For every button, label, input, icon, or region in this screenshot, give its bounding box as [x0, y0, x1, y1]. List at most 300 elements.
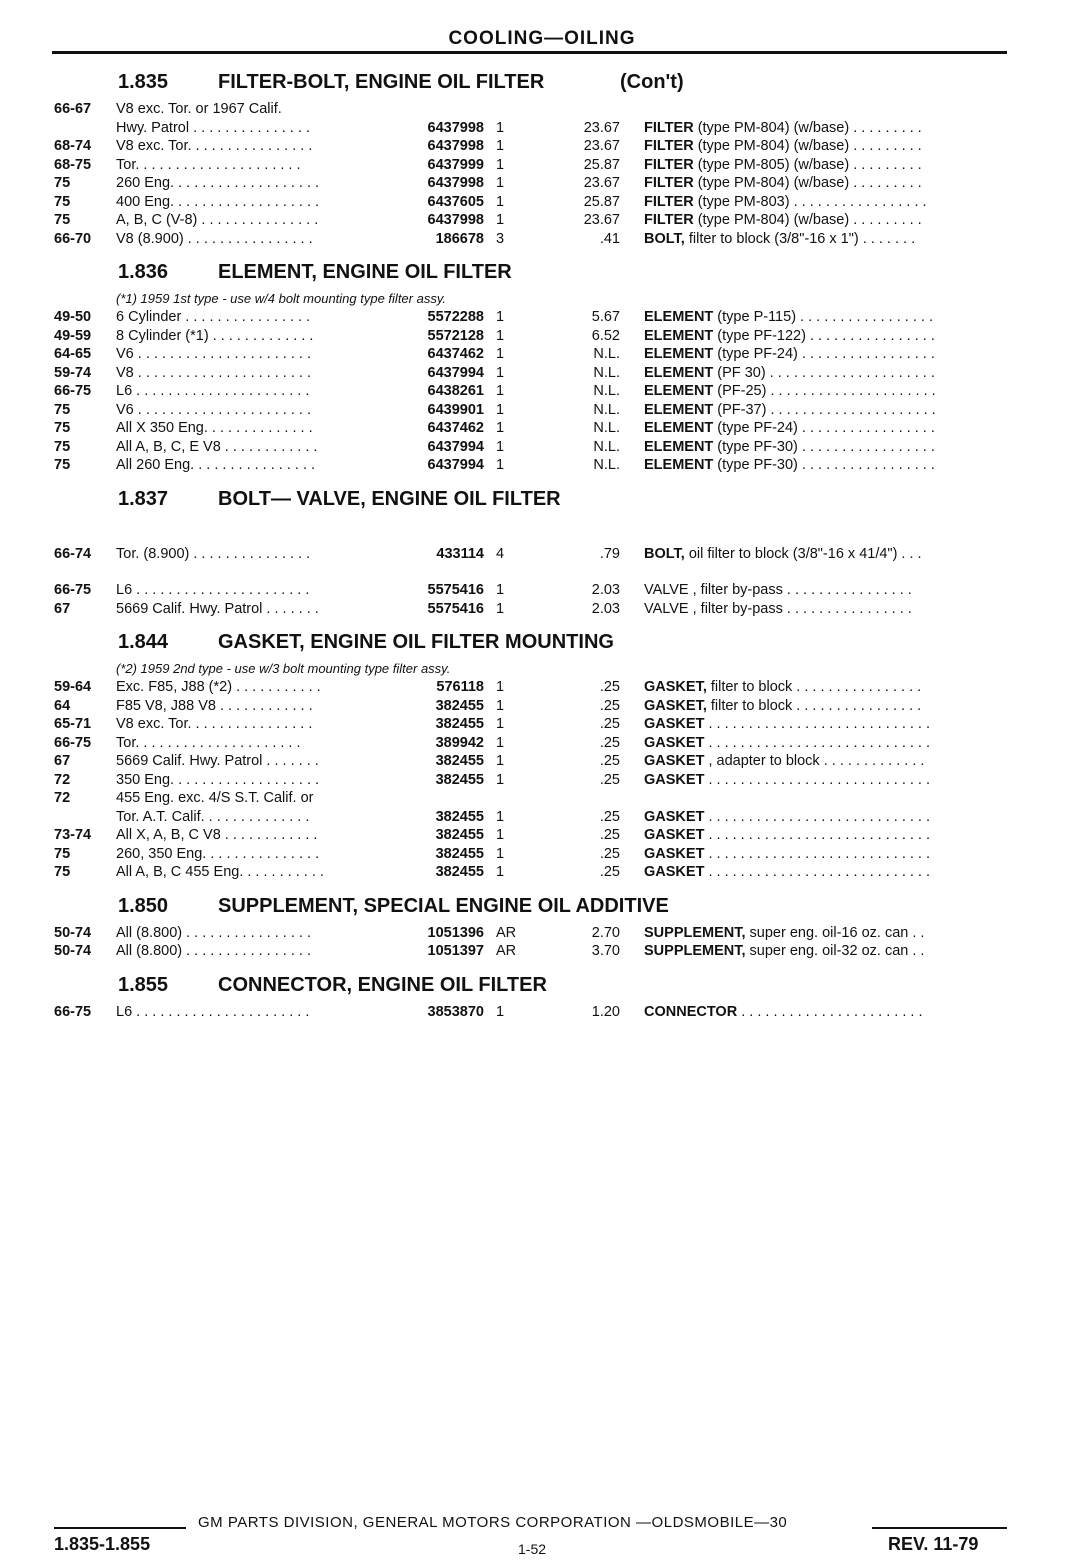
quantity: 1	[496, 420, 505, 436]
part-row	[0, 438, 1084, 457]
price: 2.70	[591, 924, 620, 941]
part-name-bold: SUPPLEMENT,	[644, 924, 746, 941]
application-description: 5669 Calif. Hwy. Patrol . . . . . . .	[116, 600, 319, 617]
price: 25.87	[583, 156, 620, 173]
part-row	[0, 174, 1084, 193]
model-years: 59-64	[54, 679, 92, 695]
part-name	[644, 137, 1008, 156]
part-row	[0, 100, 1084, 119]
part-name-bold: GASKET	[644, 734, 705, 751]
part-name-bold: BOLT,	[644, 545, 685, 562]
part-name-detail: (PF-37) . . . . . . . . . . . . . . . . . . . . .	[713, 401, 936, 418]
part-row	[0, 752, 1084, 771]
price: .25	[599, 808, 620, 825]
part-row	[0, 924, 1084, 943]
part-name	[644, 863, 1008, 882]
part-number: 3853870	[427, 1003, 484, 1020]
section-title: CONNECTOR, ENGINE OIL FILTER	[218, 973, 547, 996]
quantity: 1	[496, 383, 505, 399]
part-name-detail: . . . . . . . . . . . . . . . . . . . . . . .	[737, 1003, 923, 1020]
model-years: 75	[54, 438, 71, 455]
price: .25	[599, 697, 620, 714]
part-row	[0, 137, 1084, 156]
part-name	[644, 174, 1008, 193]
part-row	[0, 308, 1084, 327]
part-name-detail: . . . . . . . . . . . . . . . . . . . . . . . . . . . .	[704, 734, 931, 751]
part-name-detail: VALVE , filter by-pass . . . . . . . . . . . . . . . .	[644, 582, 912, 598]
part-number: 5572128	[427, 327, 484, 344]
parts-catalog	[0, 58, 1084, 1021]
quantity: 1	[496, 716, 505, 732]
part-name	[644, 771, 1008, 790]
application-description: 8 Cylinder (*1) . . . . . . . . . . . . .	[116, 327, 314, 344]
model-years: 67	[54, 753, 71, 769]
price: 23.67	[583, 138, 620, 154]
part-number: 6437462	[427, 346, 484, 362]
part-name-bold: GASKET	[644, 753, 705, 769]
model-years: 75	[54, 193, 71, 210]
application-description: All A, B, C 455 Eng. . . . . . . . . . .	[116, 864, 324, 880]
model-years: 64	[54, 697, 71, 714]
section-title: SUPPLEMENT, SPECIAL ENGINE OIL ADDITIVE	[218, 894, 669, 917]
part-number: 5575416	[427, 600, 484, 617]
part-name	[644, 545, 1008, 564]
part-number: 1051397	[427, 943, 484, 959]
price: .25	[599, 827, 620, 843]
application-description: L6 . . . . . . . . . . . . . . . . . . . . . .	[116, 1003, 310, 1020]
price: N.L.	[593, 401, 620, 418]
part-name-detail: (type PM-804) (w/base) . . . . . . . . .	[693, 212, 922, 228]
model-years: 72	[54, 771, 71, 788]
part-row	[0, 581, 1084, 600]
section-heading	[0, 961, 1084, 1003]
part-name	[644, 808, 1008, 827]
part-name	[644, 156, 1008, 175]
model-years: 65-71	[54, 716, 92, 732]
section-number: 1.855	[118, 973, 169, 996]
price: 3.70	[591, 943, 620, 959]
part-name-bold: ELEMENT	[644, 438, 714, 455]
catalog-section	[0, 475, 1084, 619]
application-description: V6 . . . . . . . . . . . . . . . . . . . . . .	[116, 401, 311, 418]
part-number: 6437605	[427, 193, 484, 210]
part-name-bold: FILTER	[644, 175, 694, 191]
part-name	[644, 382, 1008, 401]
part-number: 382455	[435, 845, 484, 862]
part-number: 6437994	[427, 364, 484, 381]
quantity: 1	[496, 734, 505, 751]
price: .25	[599, 845, 620, 862]
model-years: 75	[54, 212, 71, 228]
price: 2.03	[591, 582, 620, 598]
application-description: V8 exc. Tor. . . . . . . . . . . . . . . .	[116, 138, 313, 154]
model-years: 59-74	[54, 364, 92, 381]
quantity: 1	[496, 401, 505, 418]
part-name-bold: GASKET	[644, 771, 705, 788]
application-description: Tor. . . . . . . . . . . . . . . . . . . . .	[116, 734, 301, 751]
part-name-bold: GASKET	[644, 864, 705, 880]
quantity: 1	[496, 438, 505, 455]
part-number: 382455	[435, 864, 484, 880]
application-description: 5669 Calif. Hwy. Patrol . . . . . . .	[116, 753, 319, 769]
part-name	[644, 211, 1008, 230]
part-name-bold: CONNECTOR	[644, 1003, 738, 1020]
part-row	[0, 942, 1084, 961]
model-years: 73-74	[54, 827, 92, 843]
part-name	[644, 119, 1008, 138]
application-description: All A, B, C, E V8 . . . . . . . . . . . .	[116, 438, 318, 455]
part-name	[644, 308, 1008, 327]
part-name	[644, 327, 1008, 346]
application-description: L6 . . . . . . . . . . . . . . . . . . . . . .	[116, 582, 310, 598]
part-name-detail: filter to block . . . . . . . . . . . . . . . .	[706, 679, 922, 695]
application-description: V6 . . . . . . . . . . . . . . . . . . . . . .	[116, 346, 311, 362]
part-name-bold: FILTER	[644, 138, 694, 154]
part-name-bold: GASKET	[644, 716, 705, 732]
price: .25	[599, 864, 620, 880]
part-row	[0, 119, 1084, 138]
part-name	[644, 942, 1008, 961]
part-number: 382455	[435, 753, 484, 769]
quantity: 3	[496, 230, 505, 247]
part-name-detail: (type PF-24) . . . . . . . . . . . . . . . . .	[713, 420, 935, 436]
section-title: FILTER-BOLT, ENGINE OIL FILTER	[218, 71, 545, 93]
quantity: 1	[496, 175, 505, 191]
part-name	[644, 345, 1008, 364]
model-years: 66-74	[54, 545, 92, 562]
application-description: V8 (8.900) . . . . . . . . . . . . . . . .	[116, 230, 313, 247]
price: 1.20	[591, 1003, 620, 1020]
part-row	[0, 156, 1084, 175]
part-name-detail: (type PM-805) (w/base) . . . . . . . . .	[693, 156, 922, 173]
part-number: 6438261	[427, 383, 484, 399]
part-name	[644, 230, 1008, 249]
application-description: 6 Cylinder . . . . . . . . . . . . . . . .	[116, 309, 311, 325]
model-years: 64-65	[54, 346, 92, 362]
part-name-bold: GASKET,	[644, 679, 707, 695]
application-description: 455 Eng. exc. 4/S S.T. Calif. or	[116, 790, 314, 806]
section-title: BOLT— VALVE, ENGINE OIL FILTER	[218, 487, 561, 510]
part-number: 576118	[436, 679, 484, 695]
part-number: 6437994	[427, 457, 484, 473]
price: .79	[599, 545, 620, 562]
part-name-bold: SUPPLEMENT,	[644, 943, 746, 959]
part-name	[644, 678, 1008, 697]
part-name	[644, 715, 1008, 734]
quantity: 1	[496, 364, 505, 381]
quantity: 1	[496, 346, 505, 362]
row-spacer	[0, 563, 1084, 581]
application-description: V8 exc. Tor. or 1967 Calif.	[116, 101, 282, 117]
model-years: 68-75	[54, 156, 92, 173]
part-name-bold: ELEMENT	[644, 364, 714, 381]
model-years: 75	[54, 845, 71, 862]
section-heading	[0, 618, 1084, 660]
price: 23.67	[583, 175, 620, 191]
price: .25	[599, 734, 620, 751]
quantity: 1	[496, 697, 505, 714]
application-description: All (8.800) . . . . . . . . . . . . . . . .	[116, 943, 311, 959]
part-number: 433114	[436, 545, 484, 562]
catalog-section	[0, 248, 1084, 475]
section-title: GASKET, ENGINE OIL FILTER MOUNTING	[218, 631, 614, 653]
part-row	[0, 193, 1084, 212]
model-years: 75	[54, 457, 71, 473]
part-name	[644, 581, 1008, 600]
quantity: 1	[496, 827, 505, 843]
footer-page-number: 1-52	[518, 1541, 547, 1557]
part-name-detail: (type PF-24) . . . . . . . . . . . . . . . . .	[713, 346, 935, 362]
footer-rule-left	[54, 1527, 186, 1529]
part-name-detail: (type PF-30) . . . . . . . . . . . . . . . . .	[713, 457, 935, 473]
price: N.L.	[593, 346, 620, 362]
part-name-detail: filter to block (3/8"-16 x 1") . . . . . . .	[684, 230, 916, 247]
application-description: Exc. F85, J88 (*2) . . . . . . . . . . .	[116, 679, 321, 695]
part-row	[0, 230, 1084, 249]
part-name-bold: ELEMENT	[644, 383, 714, 399]
price: .25	[599, 771, 620, 788]
price: .41	[599, 230, 620, 247]
part-name-bold: FILTER	[644, 119, 694, 136]
part-row	[0, 771, 1084, 790]
price: 2.03	[591, 600, 620, 617]
section-heading	[0, 475, 1084, 517]
part-row	[0, 401, 1084, 420]
part-name-detail: (type PF-122) . . . . . . . . . . . . . . . .	[713, 327, 935, 344]
quantity: 1	[496, 845, 505, 862]
part-row	[0, 345, 1084, 364]
part-name	[644, 752, 1008, 771]
application-description: 260, 350 Eng. . . . . . . . . . . . . . .	[116, 845, 320, 862]
part-number: 389942	[435, 734, 484, 751]
row-spacer	[0, 517, 1084, 545]
part-row	[0, 715, 1084, 734]
section-heading	[0, 248, 1084, 290]
quantity: 1	[496, 327, 505, 344]
part-name-detail: oil filter to block (3/8"-16 x 41/4") . . .	[684, 545, 922, 562]
part-row	[0, 419, 1084, 438]
part-name-detail: . . . . . . . . . . . . . . . . . . . . . . . . . . . .	[704, 827, 931, 843]
quantity: 1	[496, 119, 505, 136]
price: N.L.	[593, 420, 620, 436]
part-number: 6437999	[427, 156, 484, 173]
catalog-section	[0, 58, 1084, 248]
part-name-bold: FILTER	[644, 193, 694, 210]
model-years: 66-70	[54, 230, 92, 247]
quantity: 1	[496, 582, 505, 598]
part-row	[0, 808, 1084, 827]
quantity: 1	[496, 679, 505, 695]
part-name	[644, 401, 1008, 420]
part-number: 1051396	[427, 924, 484, 941]
part-row	[0, 678, 1084, 697]
model-years: 66-75	[54, 734, 92, 751]
application-description: All X 350 Eng. . . . . . . . . . . . . .	[116, 420, 313, 436]
part-number: 6437998	[427, 175, 484, 191]
model-years: 66-75	[54, 1003, 92, 1020]
part-name-detail: super eng. oil-32 oz. can . .	[745, 943, 925, 959]
price: 23.67	[583, 119, 620, 136]
footer-revision: REV. 11-79	[888, 1534, 979, 1554]
section-number: 1.850	[118, 894, 169, 917]
model-years: 75	[54, 175, 71, 191]
quantity: 1	[496, 212, 505, 228]
section-number: 1.837	[118, 487, 169, 510]
part-name-detail: (type P-115) . . . . . . . . . . . . . . . . .	[713, 309, 933, 325]
part-name	[644, 924, 1008, 943]
part-name	[644, 193, 1008, 212]
quantity: 1	[496, 193, 505, 210]
part-row	[0, 600, 1084, 619]
application-description: Tor. . . . . . . . . . . . . . . . . . . . .	[116, 156, 301, 173]
part-name-detail: , adapter to block . . . . . . . . . . . . .	[704, 753, 925, 769]
part-number: 6437998	[427, 119, 484, 136]
section-number: 1.836	[118, 261, 169, 283]
part-name	[644, 734, 1008, 753]
part-number: 5575416	[427, 582, 484, 598]
price: N.L.	[593, 438, 620, 455]
model-years: 49-50	[54, 309, 92, 325]
part-number: 6437998	[427, 212, 484, 228]
part-name-bold: ELEMENT	[644, 346, 714, 362]
part-name-detail: VALVE , filter by-pass . . . . . . . . . . . . . . . .	[644, 600, 912, 617]
part-row	[0, 697, 1084, 716]
model-years: 66-75	[54, 582, 92, 598]
model-years: 75	[54, 864, 71, 880]
part-name-bold: BOLT,	[644, 230, 685, 247]
part-name-bold: ELEMENT	[644, 327, 714, 344]
part-name	[644, 364, 1008, 383]
part-number: 382455	[435, 697, 484, 714]
part-row	[0, 863, 1084, 882]
part-name-detail: (type PM-804) (w/base) . . . . . . . . .	[693, 119, 922, 136]
part-name-bold: FILTER	[644, 156, 694, 173]
section-heading	[0, 58, 1084, 100]
quantity: 1	[496, 600, 505, 617]
part-name-detail: . . . . . . . . . . . . . . . . . . . . . . . . . . . .	[704, 845, 931, 862]
title-rule	[52, 51, 1007, 54]
application-description: F85 V8, J88 V8 . . . . . . . . . . . .	[116, 697, 313, 714]
price: 23.67	[583, 212, 620, 228]
part-number: 6437994	[427, 438, 484, 455]
part-row	[0, 545, 1084, 564]
part-row	[0, 327, 1084, 346]
part-name-detail: filter to block . . . . . . . . . . . . . . . .	[706, 697, 922, 714]
part-row	[0, 211, 1084, 230]
part-number: 5572288	[427, 309, 484, 325]
section-note: (*2) 1959 2nd type - use w/3 bolt mounting type filter assy.	[116, 661, 451, 676]
part-number: 6437998	[427, 138, 484, 154]
part-row	[0, 826, 1084, 845]
catalog-section	[0, 961, 1084, 1022]
model-years: 50-74	[54, 943, 92, 959]
part-number: 382455	[435, 827, 484, 843]
model-years: 66-75	[54, 383, 92, 399]
part-name-detail: (type PF-30) . . . . . . . . . . . . . . . . .	[713, 438, 935, 455]
part-name-detail: . . . . . . . . . . . . . . . . . . . . . . . . . . . .	[704, 771, 931, 788]
page-title: COOLING—OILING	[448, 28, 636, 49]
footer-section-range: 1.835-1.855	[54, 1534, 151, 1554]
part-name-detail: . . . . . . . . . . . . . . . . . . . . . . . . . . . .	[704, 716, 931, 732]
price: 6.52	[591, 327, 620, 344]
part-name-bold: ELEMENT	[644, 420, 714, 436]
model-years: 75	[54, 420, 71, 436]
model-years: 72	[54, 790, 71, 806]
quantity: 1	[496, 808, 505, 825]
part-name-detail: . . . . . . . . . . . . . . . . . . . . . . . . . . . .	[704, 808, 931, 825]
section-heading	[0, 882, 1084, 924]
part-number: 186678	[435, 230, 484, 247]
price: N.L.	[593, 383, 620, 399]
part-row	[0, 1003, 1084, 1022]
part-name	[644, 826, 1008, 845]
footer-corporation: GM PARTS DIVISION, GENERAL MOTORS CORPORATION —OLDSMOBILE—30	[198, 1514, 788, 1531]
part-row	[0, 456, 1084, 475]
part-name-detail: super eng. oil-16 oz. can . .	[745, 924, 925, 941]
section-number: 1.844	[118, 631, 169, 653]
quantity: 1	[496, 771, 505, 788]
quantity: 1	[496, 753, 505, 769]
part-number: 6439901	[427, 401, 484, 418]
part-name	[644, 697, 1008, 716]
application-description: All X, A, B, C V8 . . . . . . . . . . . .	[116, 827, 318, 843]
part-name	[644, 419, 1008, 438]
part-row	[0, 382, 1084, 401]
quantity: 1	[496, 457, 505, 473]
quantity: AR	[496, 924, 517, 941]
part-name	[644, 456, 1008, 475]
part-name-bold: ELEMENT	[644, 401, 714, 418]
model-years: 66-67	[54, 101, 92, 117]
application-description: Hwy. Patrol . . . . . . . . . . . . . . .	[116, 119, 310, 136]
part-row	[0, 364, 1084, 383]
part-number: 382455	[435, 716, 484, 732]
model-years: 68-74	[54, 138, 92, 154]
application-description: V8 exc. Tor. . . . . . . . . . . . . . . .	[116, 716, 313, 732]
section-number: 1.835	[118, 71, 169, 93]
part-name	[644, 600, 1008, 619]
application-description: All 260 Eng. . . . . . . . . . . . . . . .	[116, 457, 316, 473]
part-number: 6437462	[427, 420, 484, 436]
part-row	[0, 734, 1084, 753]
application-description: 350 Eng. . . . . . . . . . . . . . . . . . .	[116, 771, 320, 788]
part-row	[0, 845, 1084, 864]
part-name-detail: (type PM-803) . . . . . . . . . . . . . . . . .	[693, 193, 927, 210]
part-row	[0, 789, 1084, 808]
part-name-detail: (type PM-804) (w/base) . . . . . . . . .	[693, 138, 922, 154]
model-years: 75	[54, 401, 71, 418]
part-name	[644, 438, 1008, 457]
price: .25	[599, 716, 620, 732]
application-description: 400 Eng. . . . . . . . . . . . . . . . . . .	[116, 193, 320, 210]
footer-rule-right	[872, 1527, 1007, 1529]
application-description: Tor. (8.900) . . . . . . . . . . . . . . .	[116, 545, 311, 562]
price: 5.67	[591, 309, 620, 325]
part-number: 382455	[435, 808, 484, 825]
quantity: 1	[496, 864, 505, 880]
section-continued: (Con't)	[620, 71, 684, 93]
part-name-bold: ELEMENT	[644, 457, 714, 473]
part-name-detail: (type PM-804) (w/base) . . . . . . . . .	[693, 175, 922, 191]
model-years: 50-74	[54, 924, 92, 941]
quantity: 1	[496, 309, 505, 325]
part-name-detail: (PF-25) . . . . . . . . . . . . . . . . . . . . .	[713, 383, 936, 399]
application-description: All (8.800) . . . . . . . . . . . . . . . .	[116, 924, 311, 941]
part-name-bold: GASKET	[644, 845, 705, 862]
part-name-bold: GASKET,	[644, 697, 707, 714]
price: N.L.	[593, 364, 620, 381]
part-name-bold: GASKET	[644, 827, 705, 843]
